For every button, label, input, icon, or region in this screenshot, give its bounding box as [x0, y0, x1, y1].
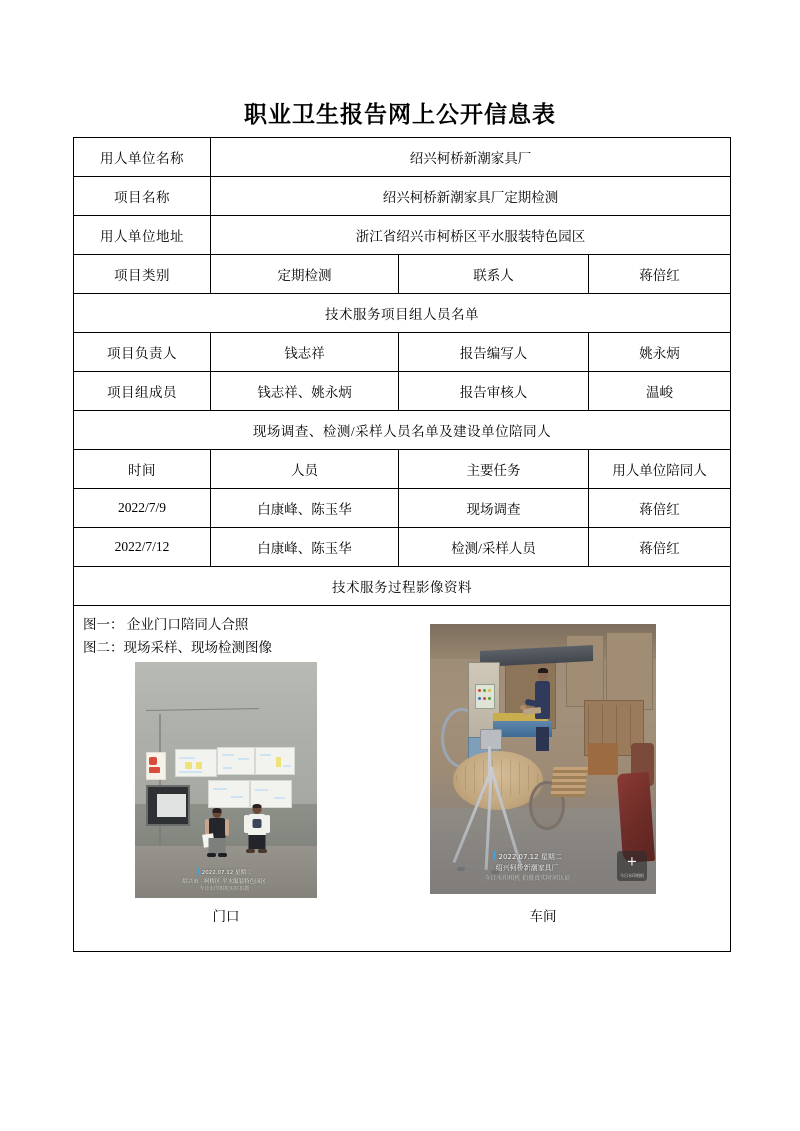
project-type-label: 项目类别 [74, 255, 211, 294]
photo-watermark [437, 851, 618, 883]
employer-name-label: 用人单位名称 [74, 138, 211, 177]
report-writer-value: 姚永炳 [589, 333, 731, 372]
head [253, 804, 262, 814]
legs [249, 835, 266, 849]
control-panel [475, 684, 496, 709]
sandal [246, 849, 255, 853]
column-header-main-task: 主要任务 [399, 450, 589, 489]
wood-stack [550, 767, 587, 797]
employer-address-value: 浙江省绍兴市柯桥区平水服装特色园区 [211, 216, 731, 255]
shirt-graphic [253, 819, 262, 828]
team-members-value: 钱志祥、姚永炳 [211, 372, 399, 411]
survey-time: 2022/7/9 [74, 489, 211, 528]
arm [265, 815, 270, 833]
legs [209, 838, 226, 854]
watermark-date: 2022.07.12 星期二 [498, 853, 562, 862]
contact-label: 联系人 [399, 255, 589, 294]
arm [244, 815, 249, 833]
head [213, 808, 222, 818]
public-information-table [73, 137, 731, 952]
project-leader-label: 项目负责人 [74, 333, 211, 372]
table-row-team-section [74, 294, 731, 333]
red-notice-sign [146, 752, 166, 780]
table-row-team-members [74, 372, 731, 411]
photo-entrance [135, 662, 317, 898]
table-row-employer-address [74, 216, 731, 255]
media-container [76, 606, 728, 951]
watermark-location: 绍兴柯桥新潮家具厂 [495, 864, 559, 873]
team-members-label: 项目组成员 [74, 372, 211, 411]
project-type-value: 定期检测 [211, 255, 399, 294]
survey-time: 2022/7/12 [74, 528, 211, 567]
watermark-date: 2022.07.12 星期二 [201, 870, 252, 877]
table-row-project-name [74, 177, 731, 216]
table-row-survey-section [74, 411, 731, 450]
wall-panel [606, 632, 653, 710]
plus-icon: + [626, 854, 638, 870]
red-chair [617, 772, 655, 863]
survey-task: 现场调查 [399, 489, 589, 528]
report-writer-label: 报告编写人 [399, 333, 589, 372]
column-header-time: 时间 [74, 450, 211, 489]
watermark-note: 今日水印相机 拍摄真实时间认证 [484, 874, 571, 882]
watermark-note: 今日水印相机实时拍摄 [199, 885, 250, 892]
sandal [258, 849, 267, 853]
shoe [207, 853, 216, 857]
table-row-project-type [74, 255, 731, 294]
worker-legs [536, 727, 549, 751]
media-cell [74, 606, 731, 952]
notice-board [175, 749, 217, 777]
notice-board [255, 747, 295, 775]
photo-workshop [430, 624, 656, 894]
arm [225, 819, 229, 836]
dark-notice-board [146, 785, 190, 827]
watermark-location: 绍兴市 · 柯桥区 平水服装特色园区 [182, 878, 267, 885]
photo-watermark [140, 868, 307, 893]
project-leader-value: 钱志祥 [211, 333, 399, 372]
project-name-label: 项目名称 [74, 177, 211, 216]
survey-personnel: 白康峰、陈玉华 [211, 489, 399, 528]
survey-accompany: 蒋倍红 [589, 489, 731, 528]
media-caption-line-2: 图二：现场采样、现场检测图像 [83, 640, 272, 655]
page-title: 职业卫生报告网上公开信息表 [244, 102, 556, 127]
survey-personnel: 白康峰、陈玉华 [211, 528, 399, 567]
contact-value: 蒋倍红 [589, 255, 731, 294]
report-reviewer-label: 报告审核人 [399, 372, 589, 411]
worker-hair [538, 668, 548, 673]
report-reviewer-value: 温峻 [589, 372, 731, 411]
media-caption-line-1: 图一： 企业门口陪同人合照 [83, 617, 249, 632]
column-header-accompany: 用人单位陪同人 [589, 450, 731, 489]
survey-accompany: 蒋倍红 [589, 528, 731, 567]
photo-caption-workshop: 车间 [529, 909, 557, 924]
table-row-media-section [74, 567, 731, 606]
badge-label: 今日水印相机 [619, 872, 644, 878]
photo-caption-entrance: 门口 [212, 909, 240, 924]
table-row-media [74, 606, 731, 952]
table-row-employer-name [74, 138, 731, 177]
table-row-project-leader [74, 333, 731, 372]
employer-address-label: 用人单位地址 [74, 216, 211, 255]
shoe [218, 853, 227, 857]
table-row-survey-header [74, 450, 731, 489]
sampling-instrument [480, 729, 502, 750]
table-row [74, 489, 731, 528]
survey-task: 检测/采样人员 [399, 528, 589, 567]
column-header-personnel: 人员 [211, 450, 399, 489]
survey-section-header: 现场调查、检测/采样人员名单及建设单位陪同人 [74, 411, 731, 450]
employer-name-value: 绍兴柯桥新潮家具厂 [211, 138, 731, 177]
stool [588, 743, 617, 775]
table-row [74, 528, 731, 567]
team-section-header: 技术服务项目组人员名单 [74, 294, 731, 333]
watermark-camera-badge [617, 851, 647, 881]
media-section-header: 技术服务过程影像资料 [74, 567, 731, 606]
notice-board [217, 747, 255, 775]
project-name-value: 绍兴柯桥新潮家具厂定期检测 [211, 177, 731, 216]
